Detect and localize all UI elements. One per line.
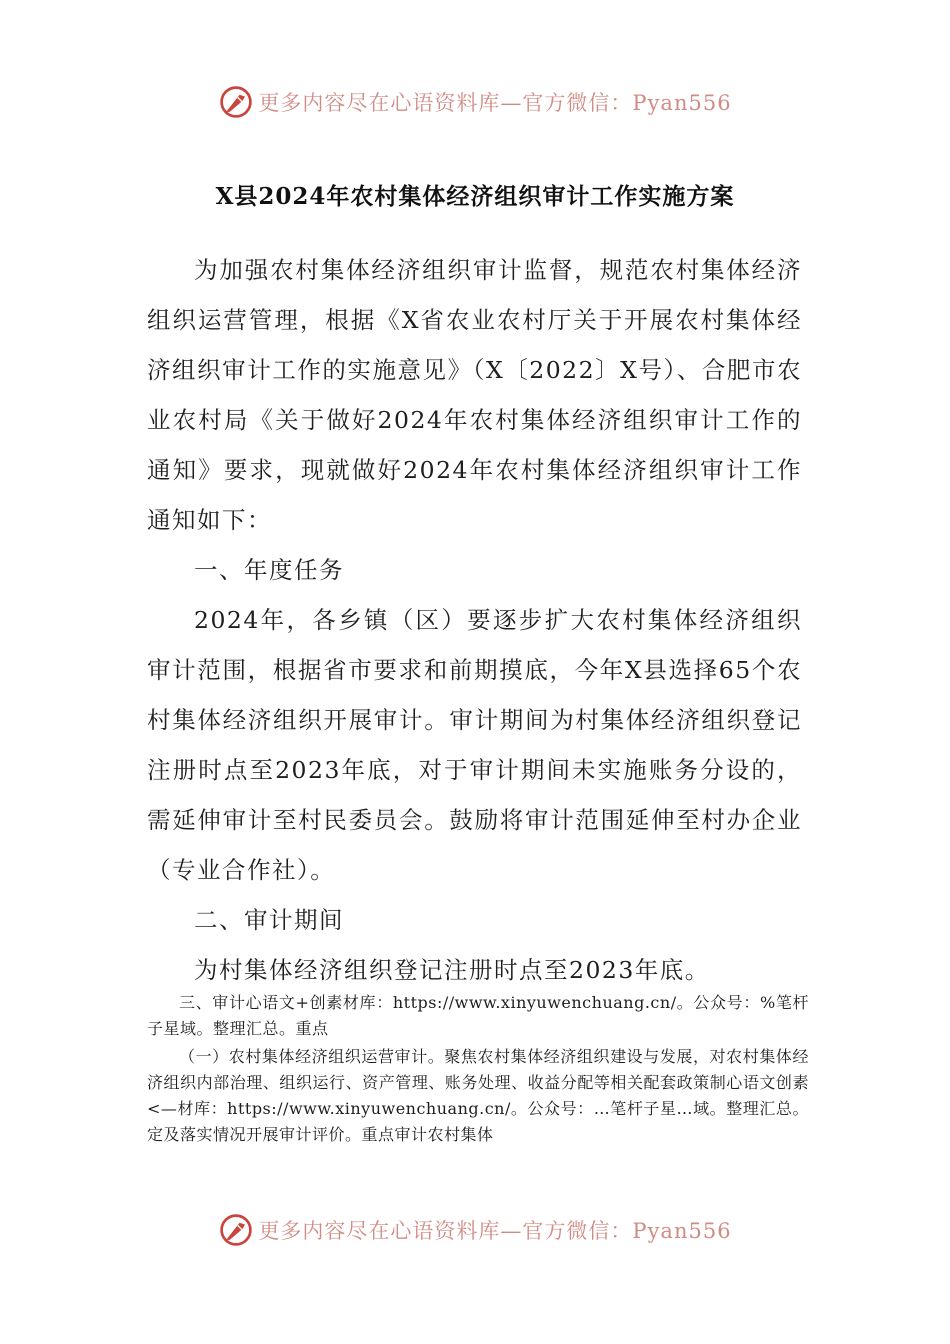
pen-nib-logo-icon (218, 84, 254, 120)
watermark-banner-top (0, 80, 950, 124)
section-heading-annual-task: 一、年度任务 (194, 556, 344, 584)
paragraph-audit-period: 为村集体经济组织登记注册时点至2023年底。 (194, 956, 710, 984)
watermark-banner-bottom (0, 1208, 950, 1252)
document-small-text (147, 990, 809, 1148)
document-title: X县2024年农村集体经济组织审计工作实施方案 (215, 183, 735, 210)
paragraph-audit-content-heading: 三、审计心语文+创素材库：https://www.xinyuwenchuang.cn/。公众号：%笔杆子星域。整理汇总。重点 (147, 993, 809, 1038)
paragraph-intro: 为加强农村集体经济组织审计监督，规范农村集体经济组织运营管理，根据《X省农业农村厅关于开展农村集体经济组织审计工作的实施意见》（X〔2022〕X号）、合肥市农业农村局《关于做好2024年农村集体经济组织审计工作的通知》要求，现就做好2024年农村集体经济组织审计工作通知如下： (147, 256, 802, 534)
watermark-text: 更多内容尽在心语资料库—官方微信：Pyan556 (258, 91, 732, 115)
document-body (147, 245, 802, 995)
watermark-text: 更多内容尽在心语资料库—官方微信：Pyan556 (258, 1219, 732, 1243)
paragraph-operation-audit: （一）农村集体经济组织运营审计。聚焦农村集体经济组织建设与发展，对农村集体经济组织内部治理、组织运行、资产管理、账务处理、收益分配等相关配套政策制心语文创素<—材库：https://www.xinyuwenchuang.cn/。公众号：…笔杆子星…域。整理汇总。定及落实情况开展审计评价。重点审计农村集体 (147, 1047, 809, 1144)
paragraph-annual-task: 2024年，各乡镇（区）要逐步扩大农村集体经济组织审计范围，根据省市要求和前期摸底，今年X县选择65个农村集体经济组织开展审计。审计期间为村集体经济组织登记注册时点至2023年底，对于审计期间未实施账务分设的，需延伸审计至村民委员会。鼓励将审计范围延伸至村办企业（专业合作社）。 (147, 606, 802, 884)
section-heading-audit-period: 二、审计期间 (194, 906, 344, 934)
pen-nib-logo-icon (218, 1212, 254, 1248)
